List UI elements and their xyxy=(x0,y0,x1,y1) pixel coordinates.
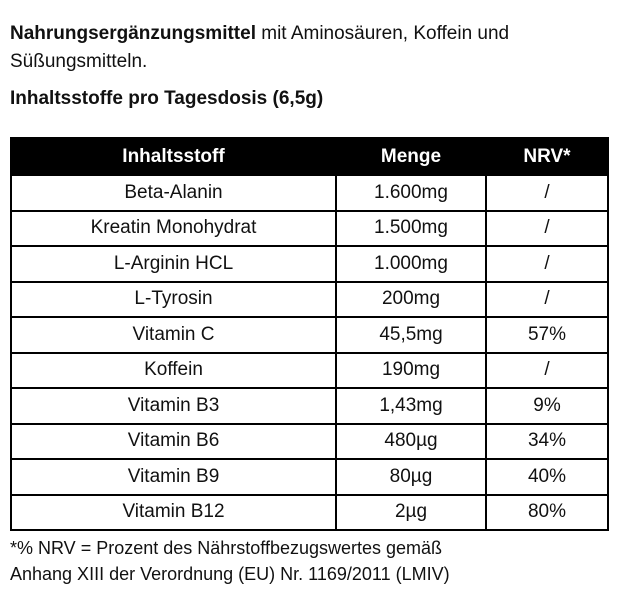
amount-cell: 2µg xyxy=(336,495,486,531)
nrv-cell: 80% xyxy=(486,495,608,531)
header-ingredient: Inhaltsstoff xyxy=(11,138,336,175)
nrv-cell: / xyxy=(486,211,608,247)
table-row xyxy=(11,211,608,247)
ingredient-cell: Kreatin Monohydrat xyxy=(11,211,336,247)
ingredients-table xyxy=(10,137,609,531)
nrv-cell: 34% xyxy=(486,424,608,460)
amount-cell: 1.000mg xyxy=(336,246,486,282)
amount-cell: 200mg xyxy=(336,282,486,318)
ingredient-cell: L-Tyrosin xyxy=(11,282,336,318)
amount-cell: 1.500mg xyxy=(336,211,486,247)
table-row xyxy=(11,282,608,318)
nrv-cell: / xyxy=(486,175,608,211)
ingredient-cell: Koffein xyxy=(11,353,336,389)
table-row xyxy=(11,317,608,353)
nrv-cell: / xyxy=(486,282,608,318)
amount-cell: 45,5mg xyxy=(336,317,486,353)
nrv-cell: 40% xyxy=(486,459,608,495)
table-header-row xyxy=(11,138,608,175)
amount-cell: 1.600mg xyxy=(336,175,486,211)
amount-cell: 80µg xyxy=(336,459,486,495)
nrv-cell: 57% xyxy=(486,317,608,353)
nrv-cell: / xyxy=(486,246,608,282)
nrv-cell: / xyxy=(486,353,608,389)
table-row xyxy=(11,495,608,531)
ingredient-cell: Vitamin B12 xyxy=(11,495,336,531)
ingredient-cell: Vitamin B9 xyxy=(11,459,336,495)
table-row xyxy=(11,353,608,389)
ingredient-cell: L-Arginin HCL xyxy=(11,246,336,282)
nrv-footnote xyxy=(10,535,610,587)
footnote-line-2: Anhang XIII der Verordnung (EU) Nr. 1169/2011 (LMIV) xyxy=(10,564,450,584)
header-nrv: NRV* xyxy=(486,138,608,175)
table-row xyxy=(11,246,608,282)
nrv-cell: 9% xyxy=(486,388,608,424)
header-amount: Menge xyxy=(336,138,486,175)
ingredient-cell: Vitamin C xyxy=(11,317,336,353)
amount-cell: 190mg xyxy=(336,353,486,389)
product-description: mit Aminosäuren, Koffein und Süßungsmitteln. xyxy=(10,23,510,72)
footnote-line-1: *% NRV = Prozent des Nährstoffbezugswertes gemäß xyxy=(10,538,443,558)
ingredient-cell: Beta-Alanin xyxy=(11,175,336,211)
amount-cell: 480µg xyxy=(336,424,486,460)
ingredient-cell: Vitamin B6 xyxy=(11,424,336,460)
table-row xyxy=(11,388,608,424)
product-category: Nahrungsergänzungsmittel xyxy=(10,23,256,44)
section-heading: Inhaltsstoffe pro Tagesdosis (6,5g) xyxy=(10,88,324,109)
table-row xyxy=(11,424,608,460)
intro-text xyxy=(10,20,600,76)
table-row xyxy=(11,459,608,495)
table-row xyxy=(11,175,608,211)
amount-cell: 1,43mg xyxy=(336,388,486,424)
ingredient-cell: Vitamin B3 xyxy=(11,388,336,424)
